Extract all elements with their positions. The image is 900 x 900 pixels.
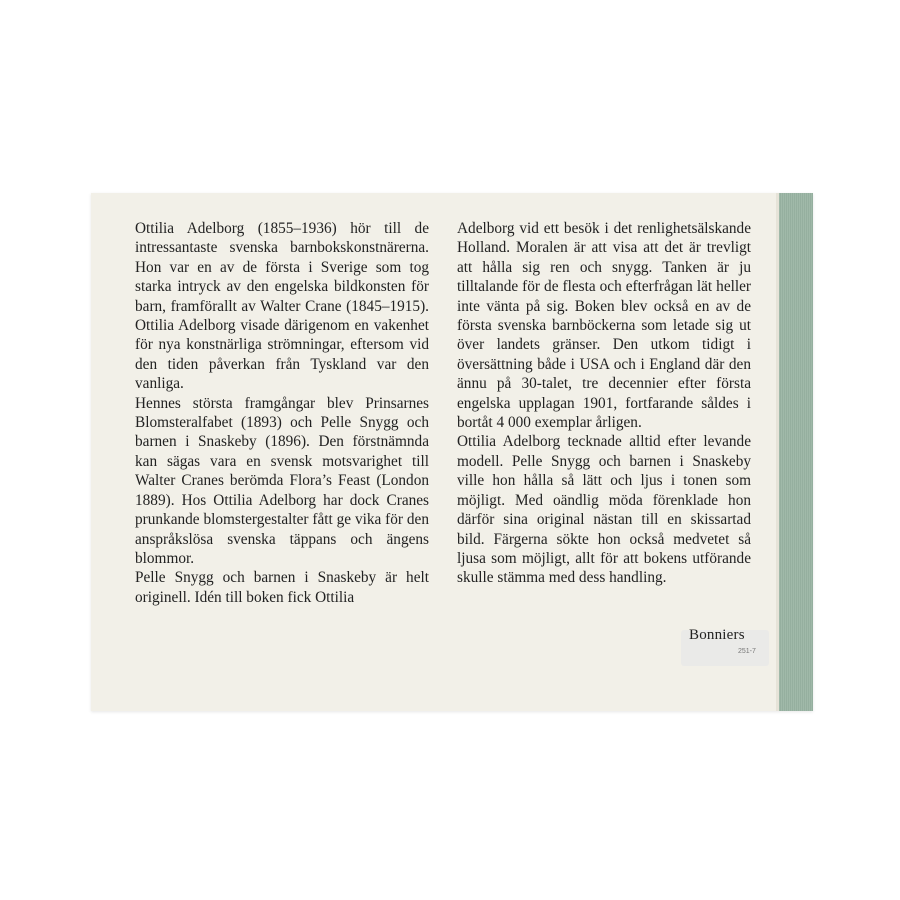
paragraph: Pelle Snygg och barnen i Snaskeby är helt originell. Idén till boken fick Ottilia — [135, 569, 429, 606]
isbn-text: 251-7 — [738, 648, 756, 655]
left-text-column — [135, 219, 429, 607]
paragraph: Ottilia Adelborg (1855–1936) hör till de intressantaste svenska barnbokskonstnärerna. Hon var en av de första i Sverige som tog starka intryck av den engelska bildkonsten för barn, framförallt av Walter Crane (1845–1915). Ottilia Adelborg visade därigenom en vakenhet för nya konstnärliga strömningar, eftersom vid den tiden påverkan från Tyskland var den vanliga. — [135, 220, 429, 393]
right-text-column — [457, 219, 751, 588]
publisher-name: Bonniers — [689, 627, 745, 643]
paragraph: Adelborg vid ett besök i det renlighetsälskande Holland. Moralen är att visa att det är trevligt att hålla sig ren och snygg. Tanken är ju tilltalande för de flesta och efterfrågan lät heller inte vänta på sig. Boken blev också en av de första svenska barnböckerna som letade sig ut över landets gränser. Den utkom tidigt i översättning både i USA och i England där den ännu på 30-talet, tre decennier efter första engelska upplagan 1901, fortfarande såldes i bortåt 4 000 exemplar årligen. — [457, 220, 751, 432]
paragraph: Hennes största framgångar blev Prinsarnes Blomsteralfabet (1893) och Pelle Snygg och barnen i Snaskeby (1896). Den förstnämnda kan sägas vara en svensk motsvarighet till Walter Cranes berömda Flora’s Feast (London 1889). Hos Ottilia Adelborg har dock Cranes prunkande blomstergestalter fått ge vika för den anspråkslösa svenska täppans och ängens blommor. — [135, 394, 429, 567]
book-back-cover — [91, 193, 813, 711]
book-spine — [779, 193, 813, 711]
paragraph: Ottilia Adelborg tecknade alltid efter levande modell. Pelle Snygg och barnen i Snaskeby ville hon hålla så lätt och ljus i tonen som möjligt. Med oändlig möda förenklade hon därför sina original nästan till en skissartad bild. Färgerna sökte hon också medvetet så ljusa som möjligt, allt för att bokens utförande skulle stämma med dess handling. — [457, 433, 751, 587]
